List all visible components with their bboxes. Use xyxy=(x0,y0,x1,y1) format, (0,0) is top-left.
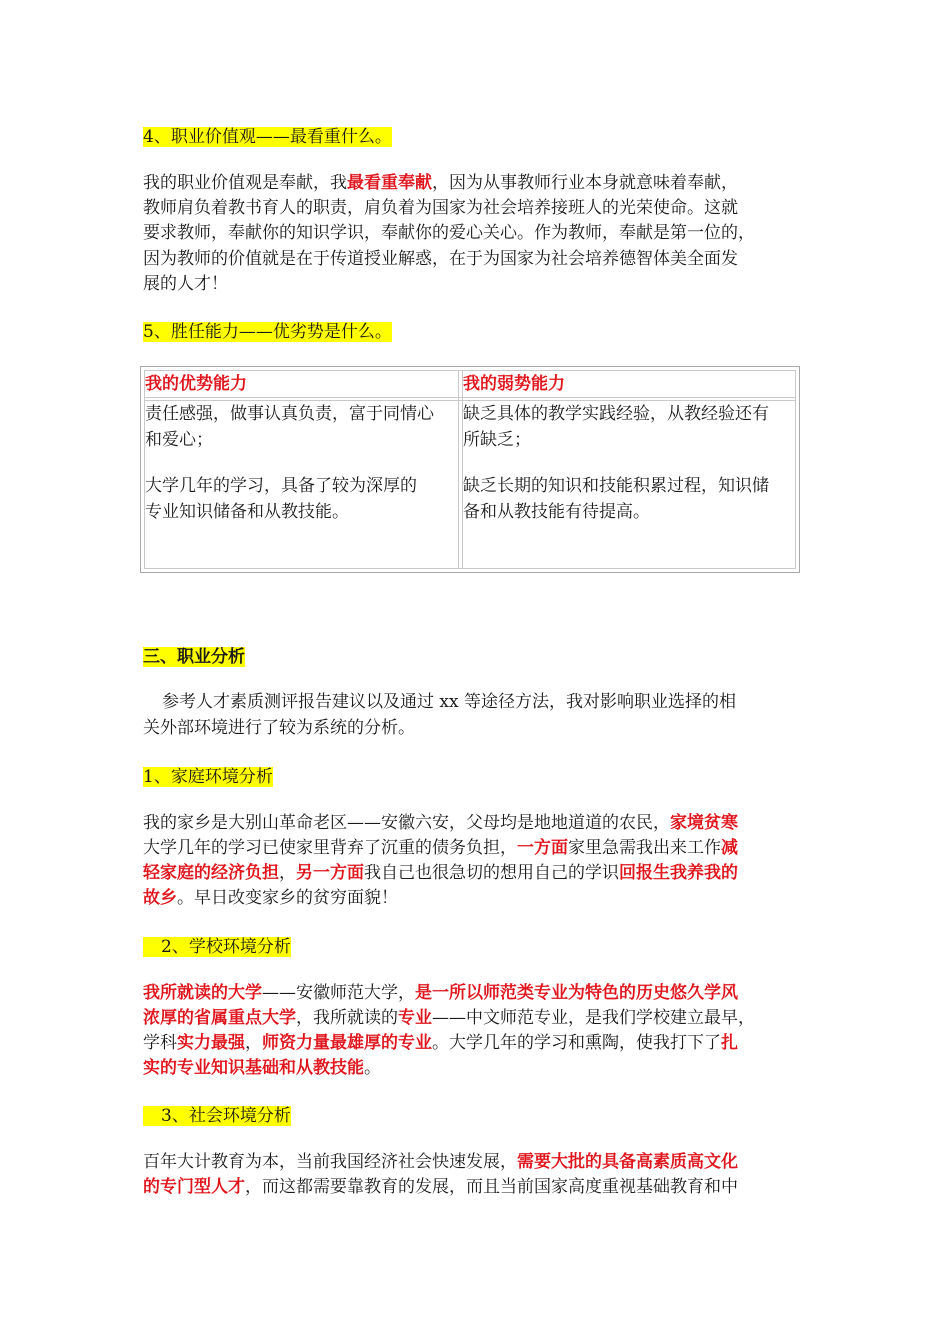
society-heading: 3、社会环境分析 xyxy=(143,1105,291,1127)
strength-cell-line: 专业知识储备和从教技能。 xyxy=(145,502,349,522)
family-line: 我的家乡是大别山革命老区——安徽六安，父母均是地地道道的农民，家境贫寒 xyxy=(143,813,738,833)
school-line: 学科实力最强，师资力量最雄厚的专业。大学几年的学习和熏陶，使我打下了扎 xyxy=(143,1033,738,1053)
family-line: 故乡。早日改变家乡的贫穷面貌！ xyxy=(143,888,398,908)
school-heading: 2、学校环境分析 xyxy=(143,936,291,958)
family-heading: 1、家庭环境分析 xyxy=(143,767,273,787)
school-line: 浓厚的省属重点大学，我所就读的专业——中文师范专业，是我们学校建立最早， xyxy=(143,1008,755,1028)
strength-cell-line: 大学几年的学习，具备了较为深厚的 xyxy=(145,476,417,496)
strength-cell-line: 责任感强，做事认真负责，富于同情心 xyxy=(145,404,434,424)
intro-line: 参考人才素质测评报告建议以及通过 xx 等途径方法，我对影响职业选择的相 xyxy=(162,692,736,712)
abilities-table xyxy=(140,366,800,573)
weakness-cell-line: 缺乏具体的教学实践经验，从教经验还有 xyxy=(463,404,769,424)
family-line: 大学几年的学习已使家里背弃了沉重的债务负担，一方面家里急需我出来工作减 xyxy=(143,838,738,858)
intro-line: 关外部环境进行了较为系统的分析。 xyxy=(143,718,415,738)
family-line: 轻家庭的经济负担，另一方面我自己也很急切的想用自己的学识回报生我养我的 xyxy=(143,863,738,883)
section-4-line: 展的人才！ xyxy=(143,274,228,294)
section-4-line: 教师肩负着教书育人的职责，肩负着为国家为社会培养接班人的光荣使命。这就 xyxy=(143,198,738,218)
section-5-heading: 5、胜任能力——优劣势是什么。 xyxy=(143,322,392,342)
strength-cell-line: 和爱心； xyxy=(145,430,213,450)
section-4-heading: 4、职业价值观——最看重什么。 xyxy=(143,127,392,147)
society-line: 的专门型人才，而这都需要靠教育的发展，而且当前国家高度重视基础教育和中 xyxy=(143,1177,738,1197)
section-4-line: 我的职业价值观是奉献，我最看重奉献，因为从事教师行业本身就意味着奉献， xyxy=(143,173,738,193)
section-3-heading: 三、职业分析 xyxy=(143,647,245,667)
weakness-cell-line: 备和从教技能有待提高。 xyxy=(463,502,650,522)
school-line: 我所就读的大学——安徽师范大学，是一所以师范类专业为特色的历史悠久学风 xyxy=(143,983,738,1003)
weakness-cell-line: 所缺乏； xyxy=(463,430,531,450)
school-line: 实的专业知识基础和从教技能。 xyxy=(143,1058,381,1078)
weakness-cell-line: 缺乏长期的知识和技能积累过程，知识储 xyxy=(463,476,769,496)
strengths-header: 我的优势能力 xyxy=(145,374,247,394)
section-4-line: 因为教师的价值就是在于传道授业解惑，在于为国家为社会培养德智体美全面发 xyxy=(143,249,738,269)
weaknesses-header: 我的弱势能力 xyxy=(463,374,565,394)
society-line: 百年大计教育为本，当前我国经济社会快速发展，需要大批的具备高素质高文化 xyxy=(143,1152,738,1172)
section-4-line: 要求教师，奉献你的知识学识，奉献你的爱心关心。作为教师，奉献是第一位的， xyxy=(143,223,755,243)
